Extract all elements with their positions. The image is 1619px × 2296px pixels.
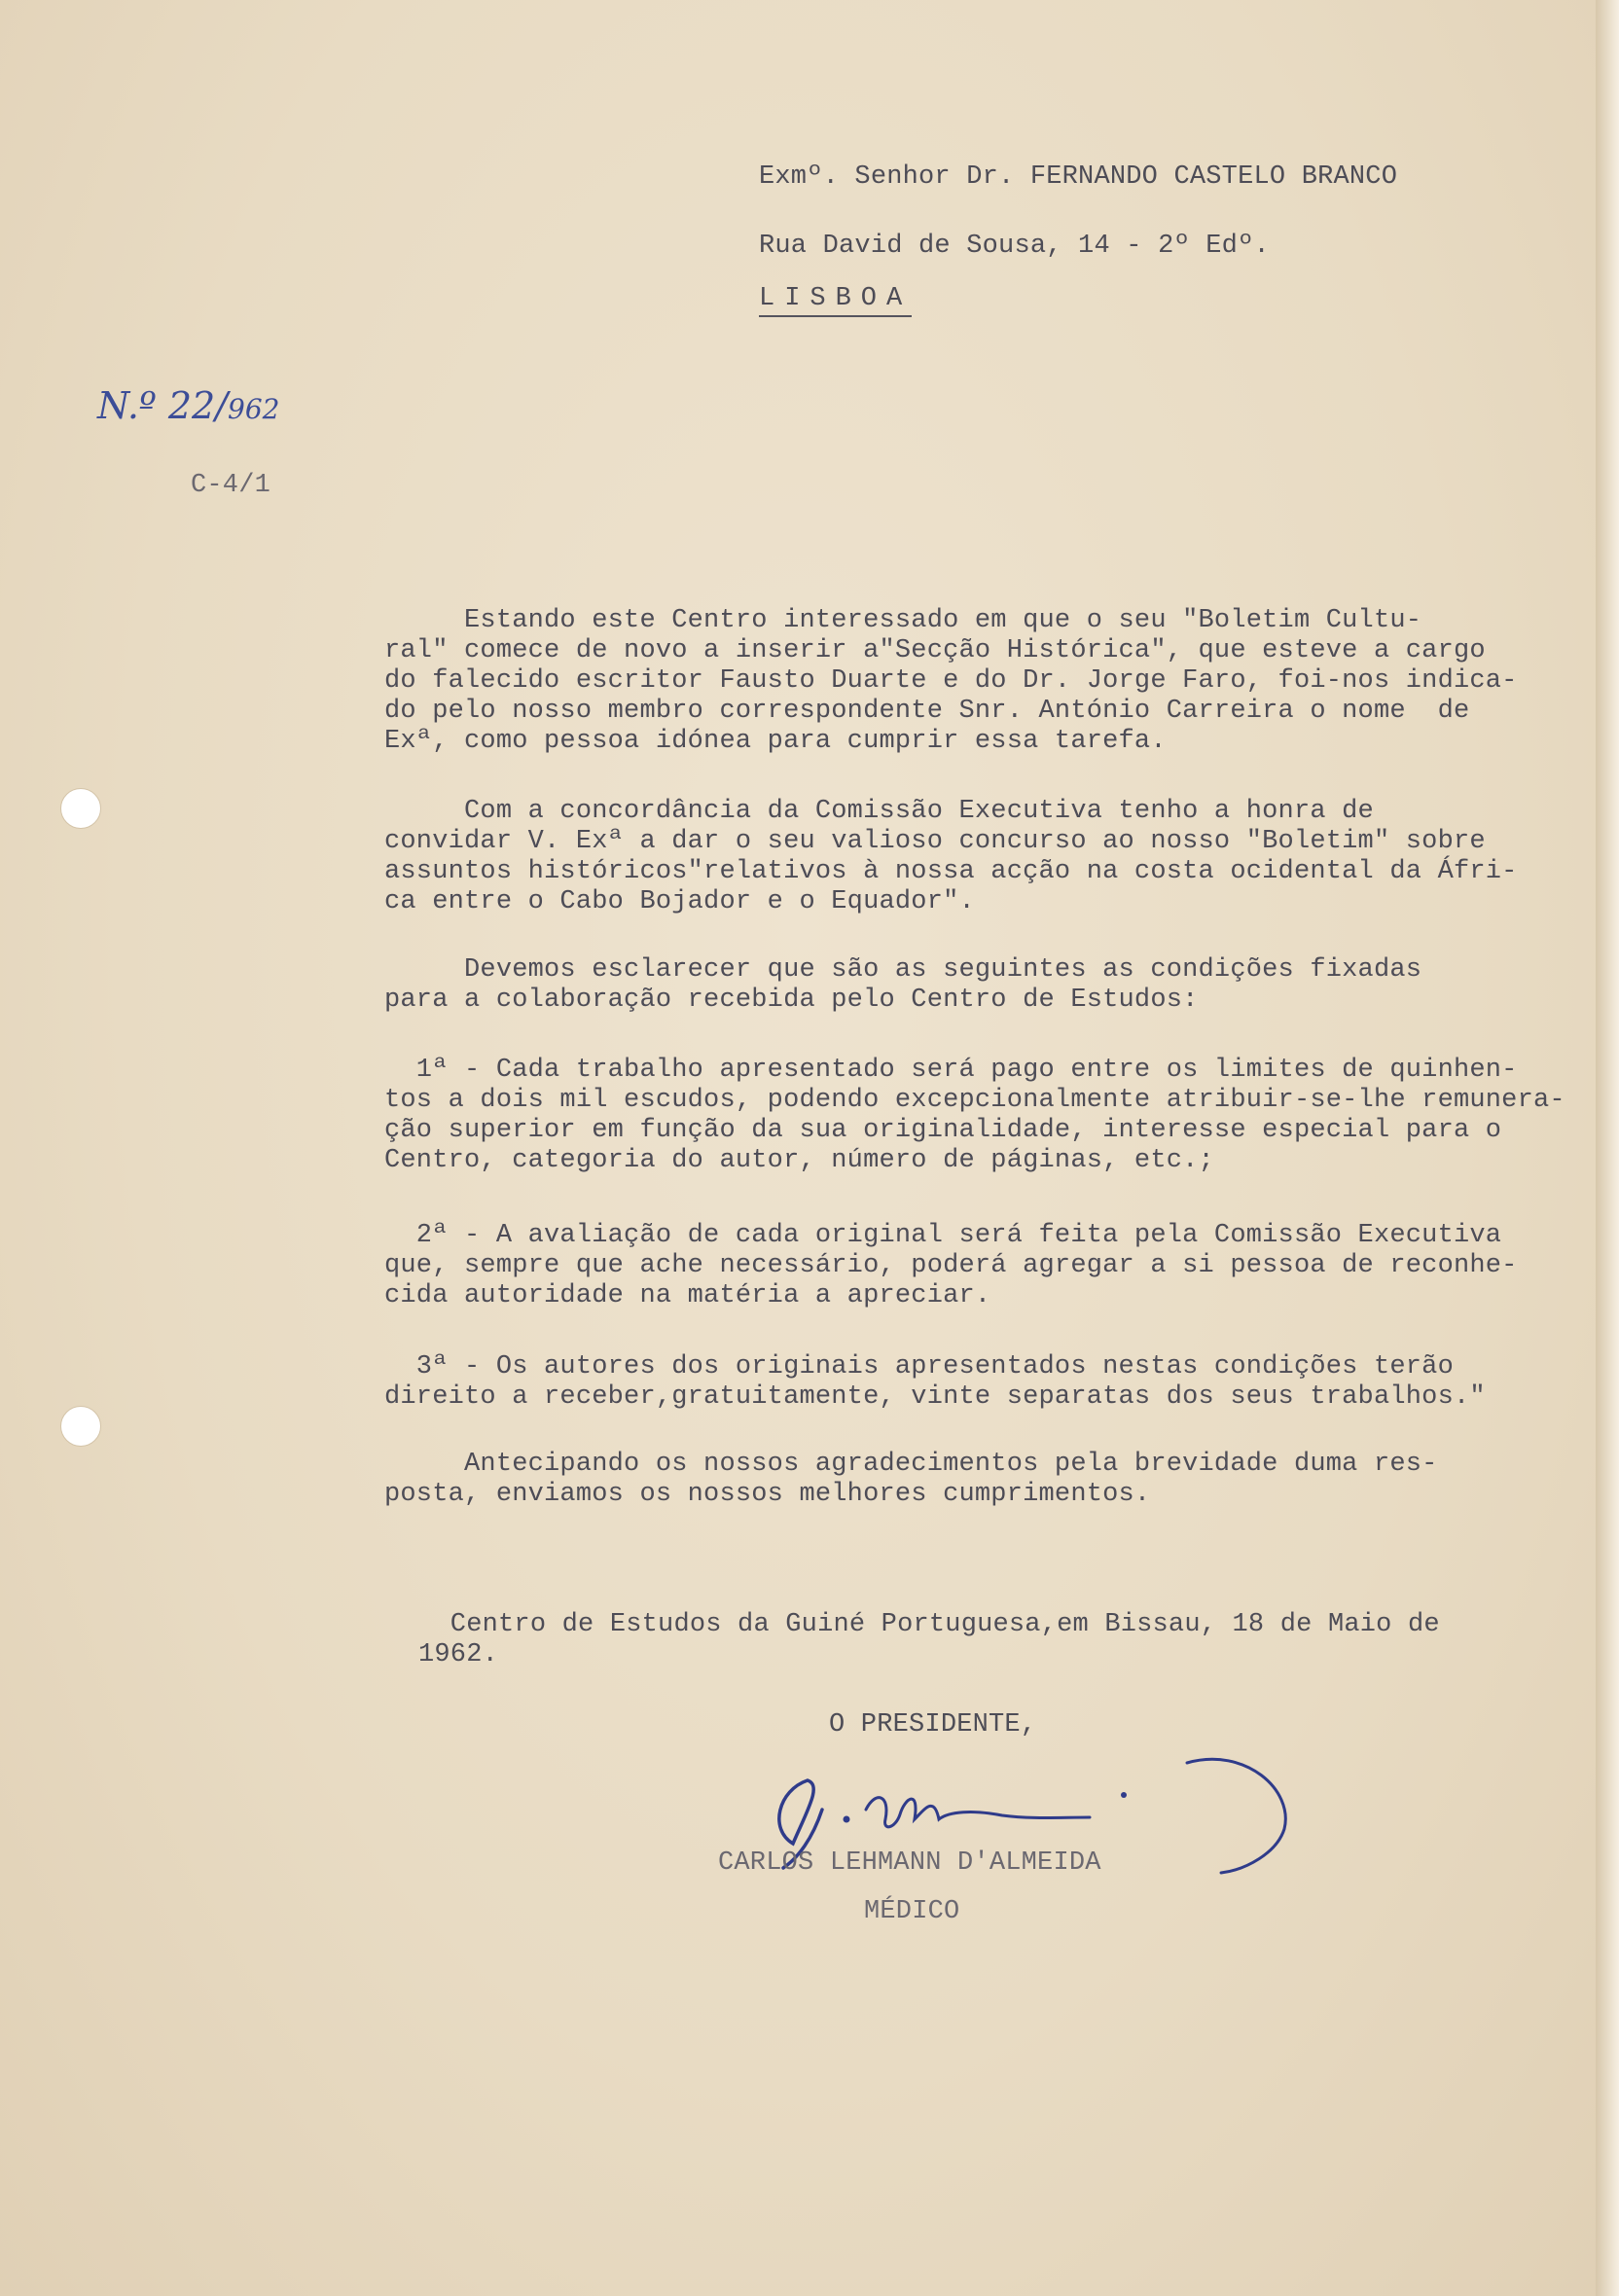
paper-edge	[1596, 0, 1619, 2296]
place-date-line-2: 1962.	[418, 1640, 499, 1669]
place-date-line-1: Centro de Estudos da Guiné Portuguesa,em Bissau, 18 de Maio de	[418, 1610, 1440, 1639]
recipient-line-1: Exmº. Senhor Dr. FERNANDO CASTELO BRANCO	[759, 162, 1398, 192]
signatory-name: CARLOS LEHMANN D'ALMEIDA	[718, 1848, 1101, 1878]
punch-hole	[60, 788, 101, 829]
signatory-role: MÉDICO	[864, 1897, 960, 1926]
signatory-title: O PRESIDENTE,	[829, 1710, 1037, 1740]
punch-hole	[60, 1406, 101, 1447]
recipient-city: LISBOA	[759, 284, 912, 314]
file-code: C-4/1	[191, 471, 271, 500]
recipient-line-2: Rua David de Sousa, 14 - 2º Edº.	[759, 232, 1270, 261]
handwritten-reference: N.º 22/962	[97, 384, 280, 427]
